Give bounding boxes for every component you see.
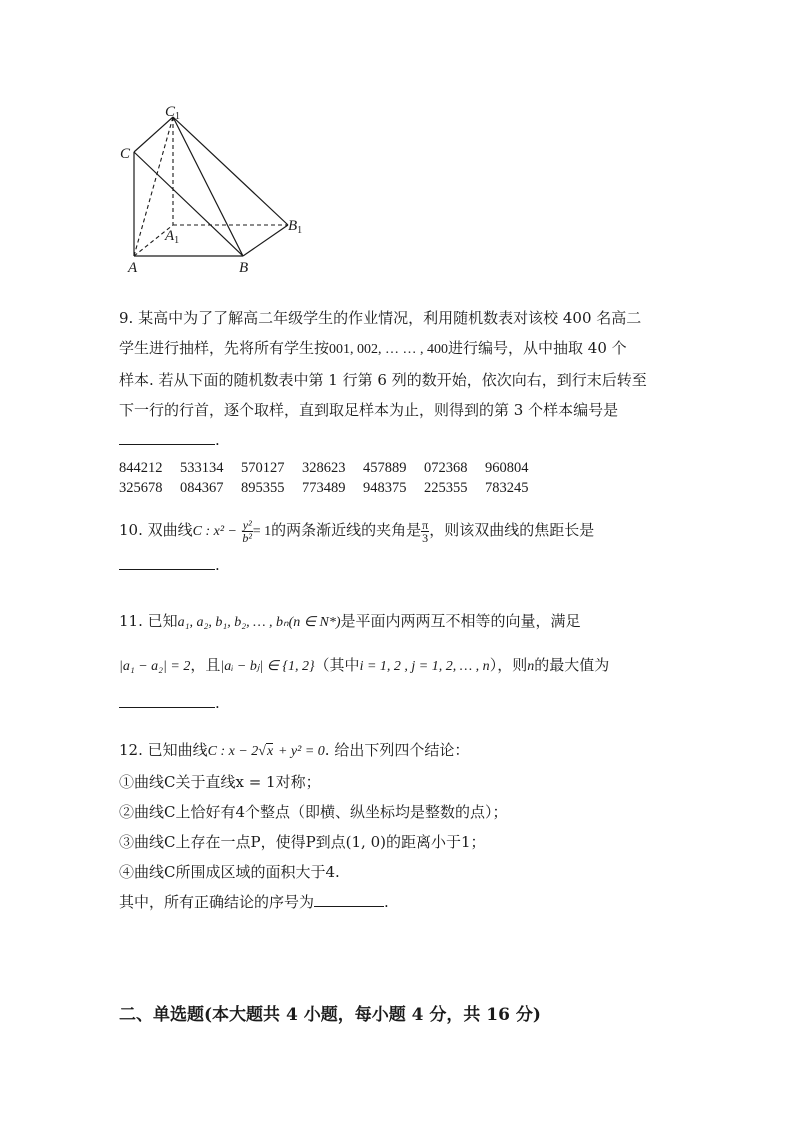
q11-answer-blank[interactable] [119, 706, 215, 708]
q9-period: . [215, 431, 220, 449]
q12-period: . [384, 893, 389, 911]
q10-angle-den: 3 [422, 530, 429, 545]
prism-diagram [110, 100, 320, 278]
q11-line-3 [119, 688, 609, 718]
random-cell: 533134 [180, 460, 224, 476]
q10-period: . [215, 556, 220, 574]
random-cell: 773489 [302, 480, 346, 496]
random-cell: 783245 [485, 480, 529, 496]
edge-C1B1 [173, 117, 288, 225]
q9-line-3: 样本. 若从下面的随机数表中第 1 行第 6 列的数开始，依次向右，到行末后转至 [119, 371, 647, 389]
prism-figure [110, 100, 320, 278]
random-cell: 960804 [485, 460, 529, 476]
q11-line-1 [119, 606, 609, 638]
random-cell: 084367 [180, 480, 224, 496]
q10-answer-blank[interactable] [119, 568, 215, 570]
q12-answer-blank[interactable] [314, 905, 384, 907]
question-9 [119, 303, 647, 455]
section-heading: 二、单选题(本大题共 4 小题，每小题 4 分，共 16 分) [119, 1005, 541, 1025]
random-cell: 844212 [119, 460, 163, 476]
q10-line-1 [119, 512, 594, 550]
random-cell: 570127 [241, 460, 285, 476]
q12-conclusion-3: ③曲线C上存在一点P，使得P到点(1, 0)的距离小于1； [119, 833, 486, 851]
label-B1: $B_1$ [288, 218, 303, 236]
q9-line-5 [119, 425, 647, 455]
q11-close: ），则 [489, 656, 528, 674]
random-cell: 948375 [363, 480, 407, 496]
q9-line-2-tail: 进行编号，从中抽取 40 个 [448, 339, 627, 357]
q10-suffix: ，则该双曲线的焦距长是 [429, 521, 595, 539]
label-B: B [239, 260, 249, 276]
q9-line-2 [119, 333, 647, 365]
random-number-table [119, 458, 546, 498]
q12-curve-tail: + y² = 0 [277, 744, 325, 759]
q10-frac-num: y² [242, 517, 252, 532]
q11-and: ，且 [190, 656, 221, 674]
q9-line-4: 下一行的行首，逐个取样，直到取足样本为止，则得到的第 3 个样本编号是 [119, 401, 619, 419]
q10-hyperbola-lead: C : x² − [192, 524, 237, 539]
q10-fraction [242, 519, 253, 544]
q10-angle [421, 519, 429, 544]
label-A: A [128, 260, 138, 276]
q12-prefix: 12. 已知曲线 [119, 741, 208, 759]
random-cell: 457889 [363, 460, 407, 476]
q9-answer-blank[interactable] [119, 443, 215, 445]
q11-n: n [527, 659, 535, 674]
edge-C1B [173, 117, 243, 256]
q12-sqrt-symbol: √ [258, 744, 266, 759]
q11-period: . [215, 694, 220, 712]
q12-line-1 [119, 735, 508, 767]
q12-curve-lead: C : x − 2 [207, 744, 259, 759]
q11-suffix: 是平面内两两互不相等的向量，满足 [340, 612, 581, 630]
q11-ask: 的最大值为 [534, 656, 610, 674]
random-cell: 072368 [424, 460, 468, 476]
q12-final-text: 其中，所有正确结论的序号为 [119, 893, 315, 911]
q11-condition-1: |a₁ − a₂| = 2 [119, 659, 191, 674]
label-A1: $A_1$ [165, 228, 180, 246]
label-C1: $C_1$ [165, 104, 181, 122]
q10-hyperbola-tail: = 1 [252, 524, 272, 539]
random-cell: 325678 [119, 480, 163, 496]
q9-line-1: 9. 某高中为了了解高二年级学生的作业情况，利用随机数表对该校 400 名高二 [119, 309, 642, 327]
q9-line-2-text: 学生进行抽样，先将所有学生按 [119, 339, 330, 357]
q10-prefix: 10. 双曲线 [119, 521, 193, 539]
edge-BB1 [243, 225, 288, 256]
q12-suffix: . 给出下列四个结论： [324, 741, 470, 759]
q11-line-2 [119, 650, 609, 682]
edge-CC1 [134, 117, 173, 152]
random-cell: 895355 [241, 480, 285, 496]
random-table-row-2 [119, 478, 546, 498]
random-cell: 225355 [424, 480, 468, 496]
q12-final [119, 887, 508, 917]
question-10 [119, 512, 594, 580]
q12-conclusion-4: ④曲线C所围成区域的面积大于4. [119, 863, 340, 881]
question-11 [119, 606, 609, 718]
q11-paren: （其中 [314, 656, 360, 674]
q11-prefix: 11. 已知 [119, 612, 178, 630]
q10-angle-num: π [422, 517, 429, 532]
q12-conclusion-1: ①曲线C关于直线x = 1对称； [119, 773, 321, 791]
q11-vectors: a₁, a₂, b₁, b₂, … , bₙ(n ∈ N*) [177, 615, 341, 630]
q10-frac-den: b² [242, 530, 253, 545]
q11-condition-2: |aᵢ − bⱼ| ∈ {1, 2} [220, 659, 315, 674]
random-table-row-1 [119, 458, 546, 478]
q11-indices: i = 1, 2 , j = 1, 2, … , n [359, 659, 490, 674]
random-cell: 328623 [302, 460, 346, 476]
q10-line-2 [119, 550, 594, 580]
question-12 [119, 735, 508, 917]
q12-sqrt-radicand: x [266, 744, 274, 759]
label-C: C [120, 146, 131, 162]
q9-numbering: 001, 002, … … , 400 [329, 342, 449, 357]
q12-conclusion-2: ②曲线C上恰好有4个整点（即横、纵坐标均是整数的点）； [119, 803, 508, 821]
q10-middle: 的两条渐近线的夹角是 [271, 521, 422, 539]
